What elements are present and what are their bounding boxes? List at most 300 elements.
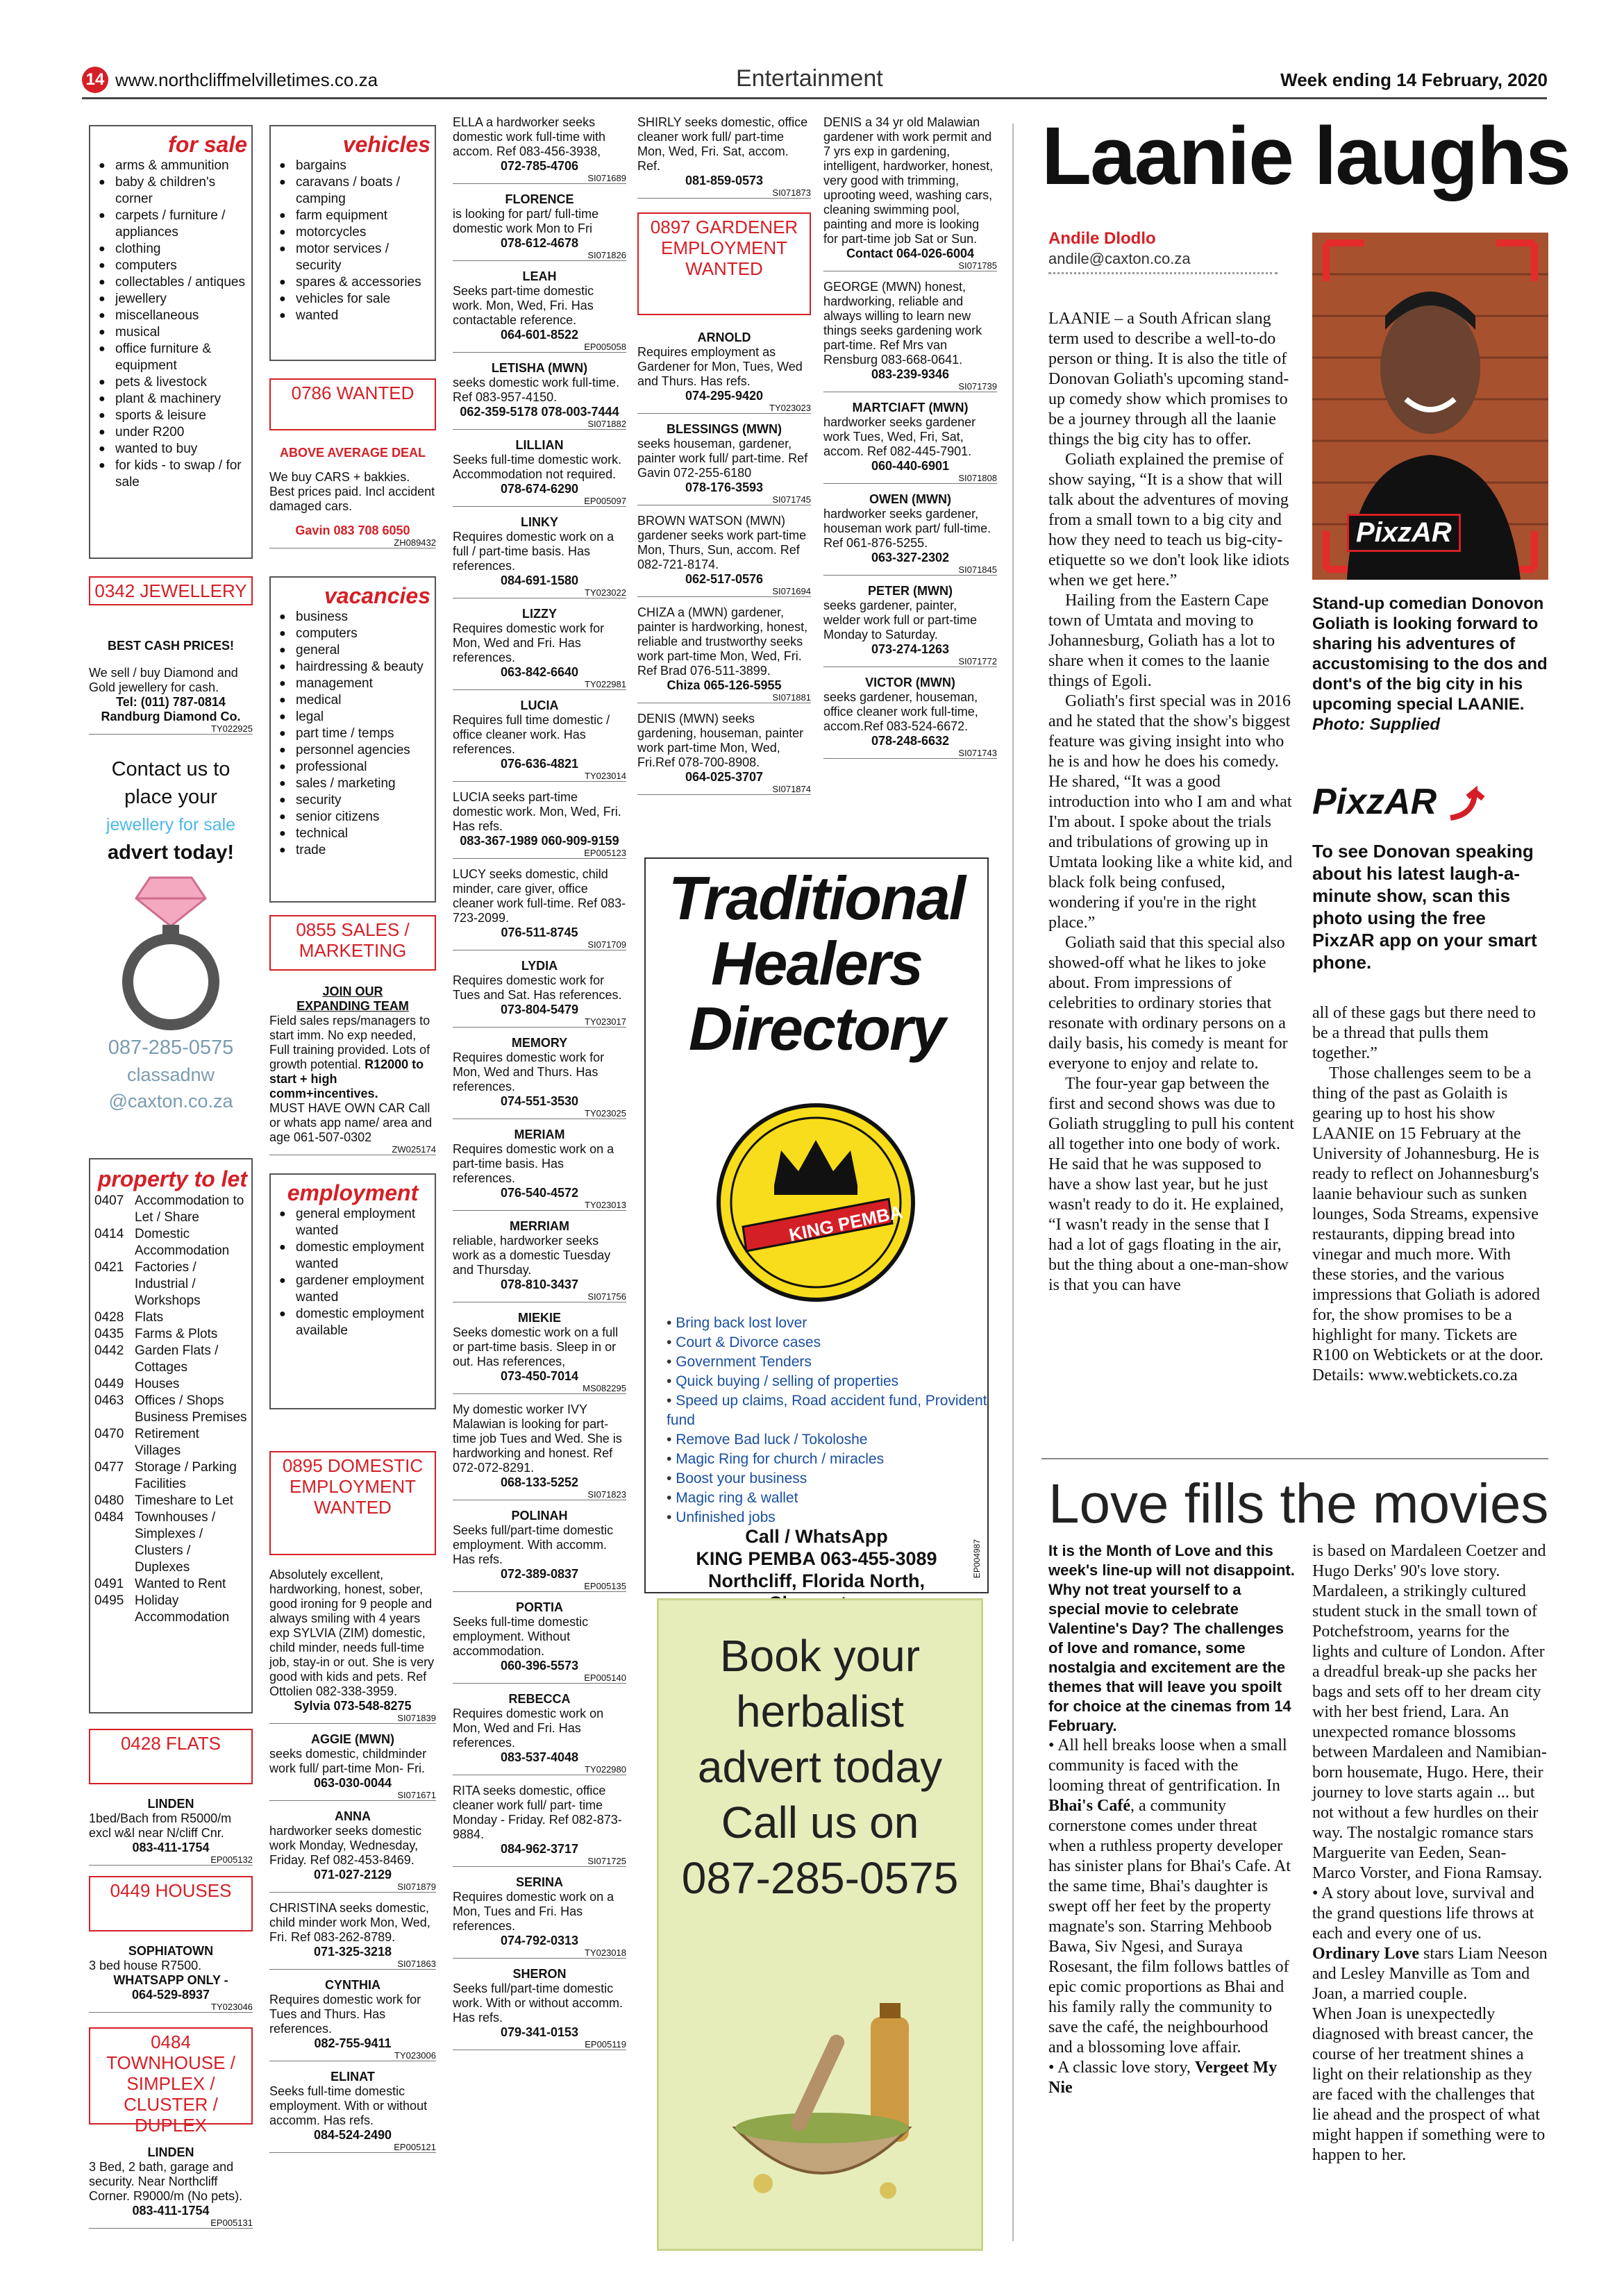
employment-item[interactable]: ● domestic employment available	[275, 1306, 430, 1339]
promo-email2[interactable]: @caxton.co.za	[108, 1091, 233, 1112]
property-item[interactable]	[94, 1593, 247, 1626]
ad-phone[interactable]: 073-274-1263	[871, 642, 950, 656]
vacancies-item[interactable]: ● trade	[275, 842, 430, 859]
herbalist-ad	[657, 1598, 983, 2251]
for-sale-item[interactable]: ● musical	[94, 324, 247, 341]
ad-head: MERRIAM	[510, 1219, 569, 1233]
header-rule	[82, 97, 1547, 99]
wanted-ad	[269, 446, 436, 557]
property-code: 0421	[94, 1260, 124, 1275]
property-title: property to let	[97, 1166, 247, 1191]
ad-phone[interactable]: 063-030-0044	[313, 1776, 392, 1790]
for-sale-item[interactable]: ● pets & livestock	[94, 374, 247, 391]
shirly-phone[interactable]: 081-859-0573	[685, 174, 764, 187]
ad-text: Seeks full/part-time domestic work. With or without accomm. Has refs.	[453, 1981, 623, 2025]
ad-text: LUCY seeks domestic, child minder, care giver, office cleaner work full-time. Ref 083-723-2099.	[453, 867, 626, 925]
property-item[interactable]	[94, 1509, 247, 1576]
employment-list	[275, 1206, 430, 1339]
ad-text: LUCIA seeks part-time domestic work. Mon, Wed, Fri. Has refs.	[453, 790, 621, 833]
vacancies-item[interactable]: ● management	[275, 676, 430, 692]
domestic-code: 0895 DOMESTIC EMPLOYMENT WANTED	[282, 1455, 424, 1518]
ad-phone[interactable]: 076-540-4572	[500, 1186, 579, 1200]
ad-text: Absolutely excellent, hardworking, honest, sober, good ironing for 9 people and always smiling with 4 years exp SYLVIA (ZIM) domestic, child minder, needs full-time job, stay-in or out. She is very good with kids and pets. Ref Ottolien 082-338-3959.	[269, 1568, 435, 1698]
sales-body2: MUST HAVE OWN CAR Call or whats app name/ area and age 061-507-0302	[269, 1101, 433, 1144]
jewellery-body: We sell / buy Diamond and Gold jewellery for cash.	[89, 666, 238, 694]
for-sale-item[interactable]: ● carpets / furniture / appliances	[94, 208, 247, 241]
promo-phone[interactable]: 087-285-0575	[108, 1037, 234, 1059]
site-url[interactable]: www.northcliffmelvilletimes.co.za	[115, 69, 378, 90]
townhouse-body: 3 Bed, 2 bath, garage and security. Near Northcliff Corner. R9000/m (No pets).	[89, 2160, 243, 2203]
wanted-contact[interactable]: Gavin 083 708 6050	[295, 523, 410, 537]
property-item[interactable]	[94, 1343, 247, 1376]
ad-head: PETER (MWN)	[868, 584, 953, 598]
classified-ad	[269, 1568, 436, 1724]
property-label: Accommodation to Let / Share	[135, 1193, 244, 1225]
sales-ad	[269, 984, 436, 1164]
property-code: 0495	[94, 1593, 124, 1608]
article-column-2	[1312, 1003, 1548, 1386]
ad-ref: TY023023	[637, 403, 811, 414]
vacancies-item[interactable]: ● sales / marketing	[275, 776, 430, 792]
caption-text: Stand-up comedian Donovon Goliath is looking forward to sharing his adventures of accustomising to the dos and dont's of the big city in his upcoming special LAANIE.	[1312, 594, 1548, 714]
flats-code: 0428 FLATS	[120, 1733, 221, 1754]
love-p2-rest	[1312, 1541, 1548, 1884]
ad-ref: TY022981	[453, 680, 626, 690]
wanted-code-box	[269, 378, 436, 430]
ad-head: OWEN (MWN)	[869, 492, 951, 506]
classified-ad	[453, 1967, 626, 2050]
ad-ref: EP005140	[453, 1673, 626, 1684]
healers-call: Call / WhatsApp	[745, 1526, 888, 1547]
ad-phone[interactable]: 082-755-9411	[314, 2036, 392, 2050]
townhouse-code: 0484 TOWNHOUSE / SIMPLEX / CLUSTER / DUPLEX	[106, 2031, 235, 2136]
classified-ad	[453, 867, 626, 950]
vacancies-item[interactable]: ● general	[275, 642, 430, 659]
ad-ref: SI071739	[823, 382, 997, 392]
healers-services-list	[667, 1314, 987, 1527]
article-author: Andile Dlodlo	[1048, 229, 1156, 248]
ad-text: Requires full time domestic / office cleaner work. Has references.	[453, 713, 610, 756]
property-label: Domestic Accommodation	[135, 1227, 230, 1258]
ad-text: Seeks part-time domestic work. Mon, Wed, Fri. Has contactable reference.	[453, 284, 594, 327]
ad-ref: SI071874	[637, 785, 811, 795]
for-sale-item[interactable]: ● clothing	[94, 241, 247, 258]
vehicles-item[interactable]: ● vehicles for sale	[275, 291, 430, 308]
ad-phone[interactable]: 060-440-6901	[871, 459, 950, 473]
promo-line1: Contact us to place your	[111, 758, 231, 808]
ad-ref: SI071671	[269, 1791, 436, 1801]
ad-head: SHERON	[512, 1967, 567, 1981]
article-title: Laanie laughs	[1041, 110, 1570, 202]
ad-ref: SI071689	[453, 174, 626, 184]
ad-phone[interactable]: 083-367-1989 060-909-9159	[460, 834, 619, 848]
logo-text: KING PEMBA	[787, 1201, 905, 1246]
promo-line2: jewellery for sale	[106, 815, 236, 835]
wanted-body: We buy CARS + bakkies. Best prices paid. Incl accident damaged cars.	[269, 470, 435, 513]
property-label: Offices / Shops Business Premises	[135, 1393, 247, 1425]
sales-ref: ZW025174	[269, 1145, 436, 1155]
jewellery-tel[interactable]: Tel: (011) 787-0814	[116, 695, 226, 709]
ad-phone[interactable]: 063-327-2302	[871, 551, 950, 564]
vacancies-item[interactable]: ● legal	[275, 709, 430, 726]
property-label: Retirement Villages	[135, 1427, 199, 1458]
property-item[interactable]	[94, 1459, 247, 1493]
article-paragraph: LAANIE – a South African slang term used to describe a well-to-do person or thing. It is also the title of Donovan Goliath's upcoming stand-up comedy show which promises to be a journey through all the laanie things the big city has to offer.	[1048, 310, 1289, 449]
ad-text: Requires employment as Gardener for Mon, Tues, Wed and Thurs. Has refs.	[637, 345, 803, 388]
ad-ref: SI071882	[453, 419, 626, 430]
classified-ad	[823, 115, 997, 271]
property-label: Storage / Parking Facilities	[135, 1460, 237, 1491]
flats-head: LINDEN	[147, 1797, 194, 1811]
ad-head: MERIAM	[514, 1128, 565, 1141]
property-item[interactable]	[94, 1376, 247, 1393]
for-sale-item[interactable]: ● arms & ammunition	[94, 158, 247, 174]
employment-title: employment	[287, 1180, 419, 1205]
for-sale-item[interactable]: ● sports & leisure	[94, 408, 247, 424]
issue-date: Week ending 14 February, 2020	[1280, 69, 1548, 90]
ad-text: CHRISTINA seeks domestic, child minder work Mon, Wed, Fri. Ref 083-262-8789.	[269, 1901, 430, 1944]
ad-head: BLESSINGS (MWN)	[667, 422, 782, 436]
property-label: Townhouses / Simplexes / Clusters / Duplexes	[135, 1510, 216, 1575]
ad-ref: TY023022	[453, 588, 626, 598]
vacancies-item[interactable]: ● technical	[275, 826, 430, 842]
ad-ref: SI071839	[269, 1713, 436, 1724]
property-item[interactable]	[94, 1426, 247, 1459]
classified-ad	[269, 2070, 436, 2153]
promo-email1: classadnw	[126, 1064, 215, 1085]
caption-credit: Photo: Supplied	[1312, 715, 1440, 734]
ad-text: seeks gardener, houseman, office cleaner work full-time, accom.Ref 083-524-6672.	[823, 690, 978, 733]
ad-ref: SI071756	[453, 1292, 626, 1302]
property-item[interactable]	[94, 1576, 247, 1593]
vacancies-item[interactable]: ● computers	[275, 626, 430, 642]
ad-ref: SI071725	[453, 1857, 626, 1867]
ad-text: My domestic worker IVY Malawian is looking for part-time job Tues and Wed. She is hardworking and honest. Ref 072-072-8291.	[453, 1402, 622, 1475]
employment-index	[269, 1173, 436, 1409]
ad-ref: EP005123	[453, 848, 626, 859]
jewellery-code: 0342 JEWELLERY	[94, 580, 247, 601]
property-item[interactable]	[94, 1193, 247, 1226]
healers-title1: Traditional	[668, 864, 965, 932]
healers-service: • Speed up claims, Road accident fund, Provident fund	[667, 1391, 987, 1430]
article-email[interactable]: andile@caxton.co.za	[1048, 250, 1191, 267]
townhouse-head: LINDEN	[147, 2145, 194, 2159]
for-sale-item[interactable]: ● collectables / antiques	[94, 274, 247, 291]
property-item[interactable]	[94, 1393, 247, 1426]
jewellery-name: Randburg Diamond Co.	[101, 710, 241, 723]
healers-service: • Magic Ring for church / miracles	[667, 1450, 987, 1469]
property-label: Flats	[135, 1310, 164, 1325]
ad-text: reliable, hardworker seeks work as a domestic Tuesday and Thursday.	[453, 1234, 611, 1277]
ad-phone[interactable]: 060-396-5573	[500, 1659, 579, 1673]
ad-text: GEORGE (MWN) honest, hardworking, reliable and always willing to learn new things seeks gardening work part-time. Ref Mrs van Rensburg 083-668-0641.	[823, 280, 982, 367]
classified-ad	[453, 1402, 626, 1500]
classified-ad	[453, 1784, 626, 1867]
classified-ad	[453, 115, 626, 184]
ad-phone[interactable]: 074-792-0313	[500, 1934, 579, 1947]
page-number-badge: 14	[82, 67, 108, 93]
love-p3c: stars Liam Neeson and Lesley Manville as Tom and Joan, a married couple.	[1312, 1945, 1548, 2003]
vacancies-item[interactable]: ● hairdressing & beauty	[275, 659, 430, 676]
classified-ad	[453, 607, 626, 690]
ad-ref: TY023014	[453, 771, 626, 782]
ad-phone[interactable]: 076-511-8745	[501, 925, 578, 939]
classified-ad	[637, 422, 811, 505]
ad-text: Seeks full-time domestic employment. With or without accomm. Has refs.	[269, 2084, 428, 2127]
ad-text: Requires domestic work on a full / part-time basis. Has references.	[453, 530, 614, 573]
ad-ref: SI071694	[637, 587, 811, 597]
for-sale-item[interactable]: ● jewellery	[94, 291, 247, 308]
shirly-ad	[637, 115, 811, 207]
townhouse-phone[interactable]: 083-411-1754	[132, 2204, 210, 2218]
herbalist-line4: Call us on	[721, 1798, 919, 1847]
domestic-ads	[269, 1568, 436, 2161]
ad-phone[interactable]: Contact 064-026-6004	[846, 246, 975, 260]
for-sale-item[interactable]: ● miscellaneous	[94, 308, 247, 324]
classified-ad	[453, 1219, 626, 1302]
ad-phone[interactable]: 078-176-3593	[685, 480, 764, 494]
houses-ref: TY023046	[89, 2002, 253, 2013]
classified-ad	[823, 492, 997, 576]
ad-head: PORTIA	[515, 1600, 563, 1614]
ad-phone[interactable]: 076-636-4821	[500, 757, 579, 771]
ad-phone[interactable]: 084-962-3717	[500, 1842, 579, 1856]
ad-ref: SI071785	[823, 261, 997, 271]
ad-phone[interactable]: 073-450-7014	[500, 1369, 579, 1383]
townhouse-code-box	[89, 2027, 253, 2136]
ad-head: SERINA	[515, 1875, 563, 1889]
ad-phone[interactable]: 062-359-5178 078-003-7444	[460, 405, 619, 419]
property-label: Farms & Plots	[135, 1327, 218, 1341]
ad-ref: SI071845	[823, 565, 997, 576]
herbalist-phone[interactable]: 087-285-0575	[681, 1853, 959, 1903]
vacancies-item[interactable]: ● security	[275, 792, 430, 809]
love-title: Love fills the movies	[1048, 1473, 1549, 1534]
townhouse-ref: EP005131	[89, 2218, 253, 2229]
photo-badge	[1347, 514, 1461, 552]
ad-phone[interactable]: 084-524-2490	[313, 2128, 392, 2142]
article-paragraph: Goliath explained the premise of show saying, “It is a show that will talk about the adventures of moving from a small town to a big city and how they need to teach us big-city-etiquette so we don't look like idiots when we get here.”	[1048, 451, 1289, 589]
healers-contact[interactable]: KING PEMBA 063-455-3089	[696, 1548, 937, 1569]
ad-text: hardworker seeks gardener, houseman work part/ full-time. Ref 061-876-5255.	[823, 507, 991, 550]
houses-head: SOPHIATOWN	[128, 1944, 214, 1958]
jewellery-head: BEST CASH PRICES!	[107, 639, 235, 653]
ad-phone[interactable]: 078-674-6290	[500, 482, 579, 496]
for-sale-list	[94, 158, 247, 491]
ad-phone[interactable]: 074-295-9420	[685, 389, 764, 403]
shirly-text: SHIRLY seeks domestic, office cleaner work full/ part-time Mon, Wed, Fri. Sat, accom. Ref.	[637, 115, 808, 173]
ad-text: Seeks full/part-time domestic employment. With accomm. Has refs.	[453, 1523, 614, 1566]
gardener-code-box	[637, 212, 811, 315]
classified-ad	[637, 605, 811, 703]
ad-phone[interactable]: 074-551-3530	[500, 1094, 579, 1108]
ad-ref: EP005121	[269, 2143, 436, 2153]
jewellery-promo	[89, 755, 253, 1144]
property-item[interactable]	[94, 1326, 247, 1343]
ad-phone[interactable]: 068-133-5252	[500, 1475, 579, 1489]
property-label: Houses	[135, 1377, 180, 1391]
ad-ref: EP005058	[453, 342, 626, 353]
property-index	[89, 1158, 253, 1713]
ad-phone[interactable]: 064-601-8522	[500, 328, 579, 342]
for-sale-item[interactable]: ● computers	[94, 258, 247, 274]
photo-badge-text: PixzAR	[1356, 517, 1452, 548]
ad-phone[interactable]: 079-341-0153	[500, 2025, 579, 2039]
property-code: 0428	[94, 1310, 124, 1325]
vacancies-item[interactable]: ● medical	[275, 692, 430, 709]
love-p4: When Joan is unexpectedly diagnosed with breast cancer, the course of her treatment shines a light on their relationship as they are faced with the challenges that lie ahead and the prospect of what might happen if something were to happen to her.	[1312, 2005, 1546, 2164]
classified-ad	[637, 330, 811, 414]
ad-phone[interactable]: 071-325-3218	[313, 1945, 392, 1959]
pixzar-logo	[1312, 781, 1489, 825]
vacancies-item[interactable]: ● business	[275, 609, 430, 626]
vehicles-index	[269, 125, 436, 361]
employment-item[interactable]: ● gardener employment wanted	[275, 1273, 430, 1306]
article-paragraph: all of these gags but there need to be a thread that pulls them together.”	[1312, 1004, 1536, 1062]
classified-ad	[269, 1978, 436, 2061]
ad-text: hardworker seeks domestic work Monday, Wednesday, Friday. Ref 082-453-8469.	[269, 1824, 422, 1867]
love-column-1	[1048, 1541, 1295, 2098]
ad-ref: SI071745	[637, 495, 811, 505]
sales-head2: EXPANDING TEAM	[296, 999, 409, 1013]
vacancies-item[interactable]: ● professional	[275, 759, 430, 776]
ad-phone[interactable]: 084-691-1580	[500, 573, 579, 587]
article-paragraph: Goliath said that this special also showed-off what he likes to joke about. From impressions of celebrities to ordinary stories that resonate with ordinary persons on a daily basis, his comedy is meant for everyone to enjoy and relate to.	[1048, 934, 1288, 1073]
ad-text: seeks gardener, painter, welder work full or part-time Monday to Saturday.	[823, 598, 978, 642]
ad-phone[interactable]: 072-389-0837	[500, 1567, 579, 1581]
employment-item[interactable]: ● general employment wanted	[275, 1206, 430, 1239]
healers-service: • Remove Bad luck / Tokoloshe	[667, 1430, 987, 1450]
for-sale-item[interactable]: ● under R200	[94, 424, 247, 441]
domestic-code-box	[269, 1451, 436, 1555]
ad-ref: SI071826	[453, 251, 626, 261]
property-item[interactable]	[94, 1493, 247, 1509]
ad-phone[interactable]: 063-842-6640	[500, 665, 579, 679]
classified-ad	[453, 1692, 626, 1775]
vehicles-item[interactable]: ● caravans / boats / camping	[275, 174, 430, 208]
love-p3	[1312, 1884, 1548, 2004]
ad-head: ARNOLD	[697, 330, 751, 344]
ad-phone[interactable]: 071-027-2129	[313, 1868, 392, 1882]
sales-code-box	[269, 915, 436, 971]
vacancies-item[interactable]: ● part time / temps	[275, 726, 430, 742]
classified-ad	[823, 401, 997, 484]
herbalist-text	[659, 1628, 981, 1906]
vehicles-item[interactable]: ● wanted	[275, 308, 430, 324]
vacancies-item[interactable]: ● personnel agencies	[275, 742, 430, 759]
for-sale-item[interactable]: ● wanted to buy	[94, 441, 247, 458]
flats-ref: EP005132	[89, 1855, 253, 1866]
ad-head: LYDIA	[521, 959, 558, 973]
flats-phone[interactable]: 083-411-1754	[132, 1841, 210, 1854]
ad-ref: SI071808	[823, 474, 997, 484]
classified-ad	[453, 1128, 626, 1211]
for-sale-item[interactable]: ● plant & machinery	[94, 391, 247, 408]
ad-phone[interactable]: 083-239-9346	[871, 367, 950, 381]
ad-text: Requires domestic work for Tues and Thurs. Has references.	[269, 1993, 421, 2036]
for-sale-item[interactable]: ● for kids - to swap / for sale	[94, 458, 247, 491]
houses-body: 3 bed house R7500.	[89, 1959, 202, 1972]
ad-phone[interactable]: 078-248-6632	[871, 734, 950, 748]
ad-ref: EP005135	[453, 1582, 626, 1592]
property-code: 0463	[94, 1393, 124, 1408]
ad-phone[interactable]: 072-785-4706	[500, 159, 579, 173]
ad-phone[interactable]: Sylvia 073-548-8275	[294, 1699, 412, 1713]
love-intro: It is the Month of Love and this week's line-up will not disappoint. Why not treat yourself to a special movie to celebrate Valentine's Day? The challenges of love and romance, some nostalgia and excitement are the themes that will leave you spoilt for choice at the cinemas from 14 February.	[1048, 1542, 1295, 1734]
healers-title2: Healers	[710, 929, 922, 998]
vacancies-index	[269, 576, 436, 903]
vehicles-title: vehicles	[342, 132, 430, 157]
classified-ad	[453, 192, 626, 261]
col3-ads	[453, 115, 626, 2059]
vehicles-item[interactable]: ● farm equipment	[275, 208, 430, 224]
ad-text: is looking for part/ full-time domestic work Mon to Fri	[453, 207, 599, 235]
herbalist-line2: herbalist	[736, 1686, 904, 1736]
property-item[interactable]	[94, 1259, 247, 1309]
ad-head: VICTOR (MWN)	[865, 676, 955, 689]
ad-phone[interactable]: 062-517-0576	[685, 572, 764, 586]
king-pemba-logo	[715, 1102, 916, 1303]
author-rule	[1048, 272, 1278, 274]
love-p2a: • A classic love story,	[1048, 2059, 1195, 2077]
for-sale-item[interactable]: ● office furniture & equipment	[94, 341, 247, 374]
ad-phone[interactable]: 078-612-4678	[500, 236, 579, 250]
vacancies-list	[275, 609, 430, 859]
jewellery-ref: TY022925	[89, 724, 253, 735]
ad-head: LETISHA (MWN)	[491, 361, 588, 375]
ad-phone[interactable]: 073-804-5479	[500, 1003, 579, 1016]
ad-text: DENIS (MWN) seeks gardening, houseman, painter work part-time Mon, Wed, Fri.Ref 078-700-8908.	[637, 712, 804, 769]
ring-icon	[108, 871, 233, 1030]
property-item[interactable]	[94, 1226, 247, 1259]
ad-text: ELLA a hardworker seeks domestic work full-time with accom. Ref 083-456-3938,	[453, 115, 606, 158]
ad-phone[interactable]: 078-810-3437	[500, 1277, 579, 1291]
vehicles-item[interactable]: ● motorcycles	[275, 224, 430, 241]
vehicles-item[interactable]: ● bargains	[275, 158, 430, 174]
wanted-ref: ZH089432	[269, 538, 436, 548]
love-p2b: Vergeet My Nie	[1048, 2059, 1278, 2097]
classified-ad	[453, 698, 626, 782]
property-code: 0480	[94, 1493, 124, 1508]
ad-phone[interactable]: 083-537-4048	[500, 1750, 579, 1764]
ad-phone[interactable]: Chiza 065-126-5955	[667, 678, 782, 692]
ad-head: LILLIAN	[515, 438, 564, 452]
classified-ad	[637, 514, 811, 597]
ad-phone[interactable]: 064-025-3707	[685, 770, 764, 784]
vacancies-item[interactable]: ● senior citizens	[275, 809, 430, 826]
property-item[interactable]	[94, 1309, 247, 1326]
for-sale-item[interactable]: ● baby & children's corner	[94, 174, 247, 208]
ad-ref: SI071823	[453, 1490, 626, 1500]
sales-bold: R12000 to start + high comm+incentives.	[269, 1057, 424, 1100]
love-p1b: Bhai's Café	[1048, 1797, 1131, 1815]
vehicles-item[interactable]: ● motor services / security	[275, 241, 430, 274]
pixzar-promo: To see Donovan speaking about his latest laugh-a-minute show, scan this photo using the free PixzAR app on your smart phone.	[1312, 841, 1537, 973]
ad-ref: EP005097	[453, 496, 626, 507]
classified-ad	[453, 1036, 626, 1119]
ad-ref: SI071709	[453, 940, 626, 950]
flats-code-box	[89, 1729, 253, 1784]
ad-text: Requires domestic work on Mon, Wed and Fri. Has references.	[453, 1707, 604, 1750]
employment-item[interactable]: ● domestic employment wanted	[275, 1239, 430, 1273]
houses-phone[interactable]: 064-529-8937	[131, 1988, 210, 2002]
article-paragraph: Those challenges seem to be a thing of the past as Golaith is gearing up to host his show LAANIE on 15 February at the University of Johannesburg. He is ready to reflect on Johannesburg's laanie behaviour such as sunken lounges, Soda Streams, expensive restaurants, dipping bread into vinegar and much more. With these stories, and the various impressions that Goliath is adored for, the show promises to be a highlight for many. Tickets are R100 on Webtickets or at the door. Details: www.webtickets.co.za	[1312, 1064, 1543, 1384]
vehicles-item[interactable]: ● spares & accessories	[275, 274, 430, 291]
article-divider	[1041, 1458, 1548, 1459]
ad-text: seeks domestic, childminder work full/ part-time Mon- Fri.	[269, 1747, 427, 1775]
healers-service: • Court & Divorce cases	[667, 1333, 987, 1352]
houses-code: 0449 HOUSES	[110, 1880, 232, 1901]
